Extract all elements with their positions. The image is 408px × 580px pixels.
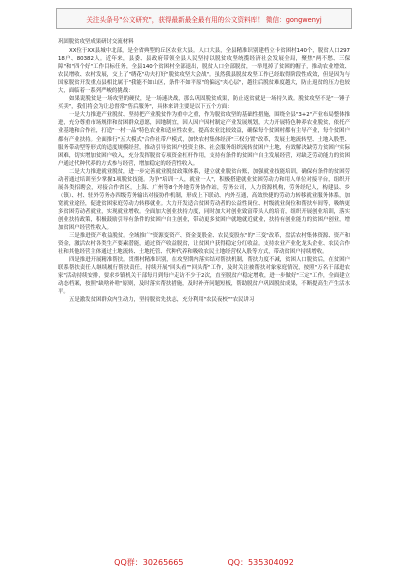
document-page: [58, 38, 350, 546]
paragraph-assistance: 四是推进开展精准帮扶。贯彻村精准识别，在攻坚期内落实结对帮扶机制，帮扶力度不减，贫困人口脱贫后，在贫困户联系帮扶责任人继续履行帮扶责任，持续开展"回头看""回头帮"工作，及时关注被帮扶对象家庭情况，按照"万名干部进农家"活动持续安排，要求乡镇机关干部每月到每户走访不少于2次，直至脱贫户稳定增收，进一步做好"三定"工作，全面建立动态档案，按照"缺啥补啥"原则，及时落实帮扶措施，及时补齐问题短板，帮助脱贫户巩固脱贫成果，不断提高生产生活水平。: [58, 257, 350, 296]
qq-text: QQ：535304092: [227, 558, 294, 567]
paragraph-employment: 二是大力推进就业脱贫，进一步完善就业脱贫政策体系，建立就业脱贫台账，加强就业技能培训，确保有条件的贫困劳动者通过培训至少掌握1项脱贫技能。为争"培训一人，就业一人"，积极搭建就业贫困劳动力和用人单位对接平台，组织开展各类招聘会，对接合作省区，上海、广州等8个外地劳务协作站，劳务公司，人力资源机构，劳务经纪人，构建县、乡（镇）、村、驻外劳务办四级劳务输出对接协作机制，形成上下联动、内外互通，高效快捷的劳动力转移就业服务体系，加宽就业途径，促进贫困家庭劳动力转移就业。大力开发适合贫困劳动者的公益性岗位、村级就业岗位和帮扶车间等，吸纳更多贫困劳动者就业，实现就业增收。全面加大创业扶持力度，同时加大对创业致富带头人的培育，组织开展创业培训，落实创业扶持政策，积极鼓励引导有条件的贫困户自主创业，带动更多贫困户就地就近就业，扶持有创业能力的贫困户创业，增加贫困户经营性收入。: [58, 168, 350, 232]
document-title: 巩固脱贫攻坚成果研讨交流材料: [58, 39, 134, 45]
promo-banner-text: 关注头条号"公文研究"，获得最新最全最有用的公文资料库！ 微信：gongwenyj: [86, 15, 322, 24]
paragraph-asset-income: 三是推进资产收益脱贫。全域推广"资源变资产、资金变股金、农民变股东"的"三变"改革，盘活农村集体资源、资产和资金，激活农村各类生产要素潜能，通过资产收益脱贫，让贫困户获得稳定分红收益。支持农业产业化龙头企业、农民合作社和其他经营主体通过土地流转、土地托管、代种代养和吸收农民土地经营权入股等方式，带动贫困户持续增收。: [58, 233, 350, 256]
qq-group-text: QQ群：30265665: [114, 558, 184, 567]
paragraph-intro: XX位于XX县城中北部，是全省典型的丘区农业大县。人口大县，全县精准识别建档立卡贫困村140个，脱贫人口29718户、80382人。近年来，县委、县政府带领全县人民坚持以脱贫攻坚统揽经济社会发展全局，聚焦"两不愁、三保障"和"四个好"工作目标任务，全县140个贫困村全部退出，脱贫人口全部脱贫，一举甩掉了贫困的帽子，推动农业增效、农民增收、农村发展，交上了"绣花"功夫打好"脱贫攻坚大会战"。虽然我县脱贫攻坚工作已经取得阶段性成效，但是因为与国家脱贫开发重点县相比属于"我能不如山区，条件不如平原"的偏远"夹心层"，越往后脱贫难度越大，防止返贫的压力也较大，面临着一系列严峻的挑战：: [58, 48, 350, 95]
paragraph-motivation: 五是激发贫困群众内生动力，坚持脱贫先扶志，充分利用"农民夜校""农民讲习: [69, 297, 255, 304]
contact-footer: [0, 557, 408, 571]
paragraph-industry: 一是大力推进产业脱贫、坚持把产业脱贫作为重中之重，作为脱贫攻坚的基础性措施，围绕全县"3+2"产业布局整体推进，充分尊重市场规律和贫困群众意愿，因地制宜，因人因户因村制定产业发展规划，大力开展特色种养农业脱贫，依托产业基地和合作社，打造"一村一品"特色农业和适应性农业，提高农业比较效益，确保每个贫困村都有主导产业，每个贫困户都有产业扶持。全面推行"五大模式"合作社带户模式，加快农村集体经济"三权分置"改革，发展土地流转型、土地入股型、服务带动型等形式的适度规模经营，推动引导贫困户投资主体、社会服务组织流转贫困户土地，有效解决缺劳力贫困户实际困难，切实增加贫困户收入，充分发挥脱贫专项资金杠杆作用，支持有条件的贫困户自主发展经营，对缺乏劳动能力的贫困户通过代种代养的方式参与经营，增加稳定的经营性收入。: [58, 112, 350, 167]
paragraph-overview: 如果说脱贫是一场攻坚的硬仗，是一场速决战，那么巩固脱贫成果，防止返贫就是一场持久战。脱贫攻坚不是"一锤子买卖"，我们将会为让总督常"售后服务"，具体来讲主要是以下五个方面：: [58, 96, 350, 111]
promo-banner: [56, 8, 352, 29]
